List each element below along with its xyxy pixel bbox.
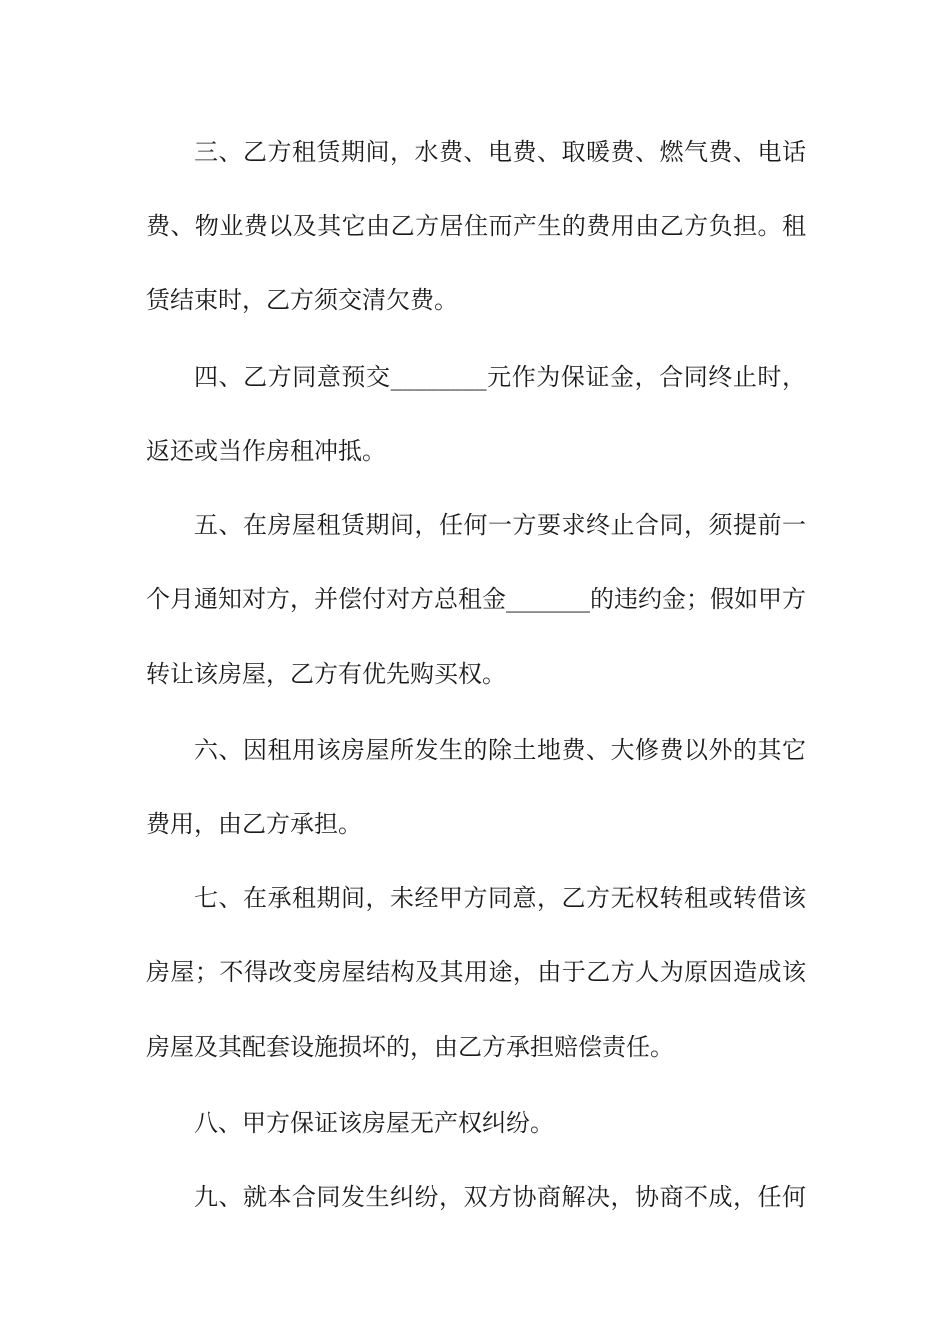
clause-7-line-1: 七、在承租期间，未经甲方同意，乙方无权转租或转借该 <box>194 884 806 912</box>
clause-3-line-3: 赁结束时，乙方须交清欠费。 <box>146 286 458 314</box>
clause-5-line-3: 转让该房屋，乙方有优先购买权。 <box>146 660 506 688</box>
clause-6-line-2: 费用，由乙方承担。 <box>146 810 362 838</box>
clause-5-line-1: 五、在房屋租赁期间，任何一方要求终止合同，须提前一 <box>194 511 806 539</box>
clause-8-line-1: 八、甲方保证该房屋无产权纠纷。 <box>194 1109 554 1137</box>
clause-7-line-3: 房屋及其配套设施损坏的，由乙方承担赔偿责任。 <box>146 1033 674 1061</box>
clause-9-line-1: 九、就本合同发生纠纷，双方协商解决，协商不成，任何 <box>194 1183 806 1211</box>
clause-5-line-2: 个月通知对方，并偿付对方总租金_______的违约金；假如甲方 <box>146 585 806 613</box>
clause-6-line-1: 六、因租用该房屋所发生的除土地费、大修费以外的其它 <box>194 736 806 764</box>
clause-3-line-2: 费、物业费以及其它由乙方居住而产生的费用由乙方负担。租 <box>146 212 806 240</box>
clause-4-line-2: 返还或当作房租冲抵。 <box>146 437 386 465</box>
clause-3-line-1: 三、乙方租赁期间，水费、电费、取暖费、燃气费、电话 <box>194 138 806 166</box>
clause-4-line-1: 四、乙方同意预交________元作为保证金，合同终止时， <box>194 363 806 391</box>
clause-7-line-2: 房屋；不得改变房屋结构及其用途，由于乙方人为原因造成该 <box>146 958 806 986</box>
